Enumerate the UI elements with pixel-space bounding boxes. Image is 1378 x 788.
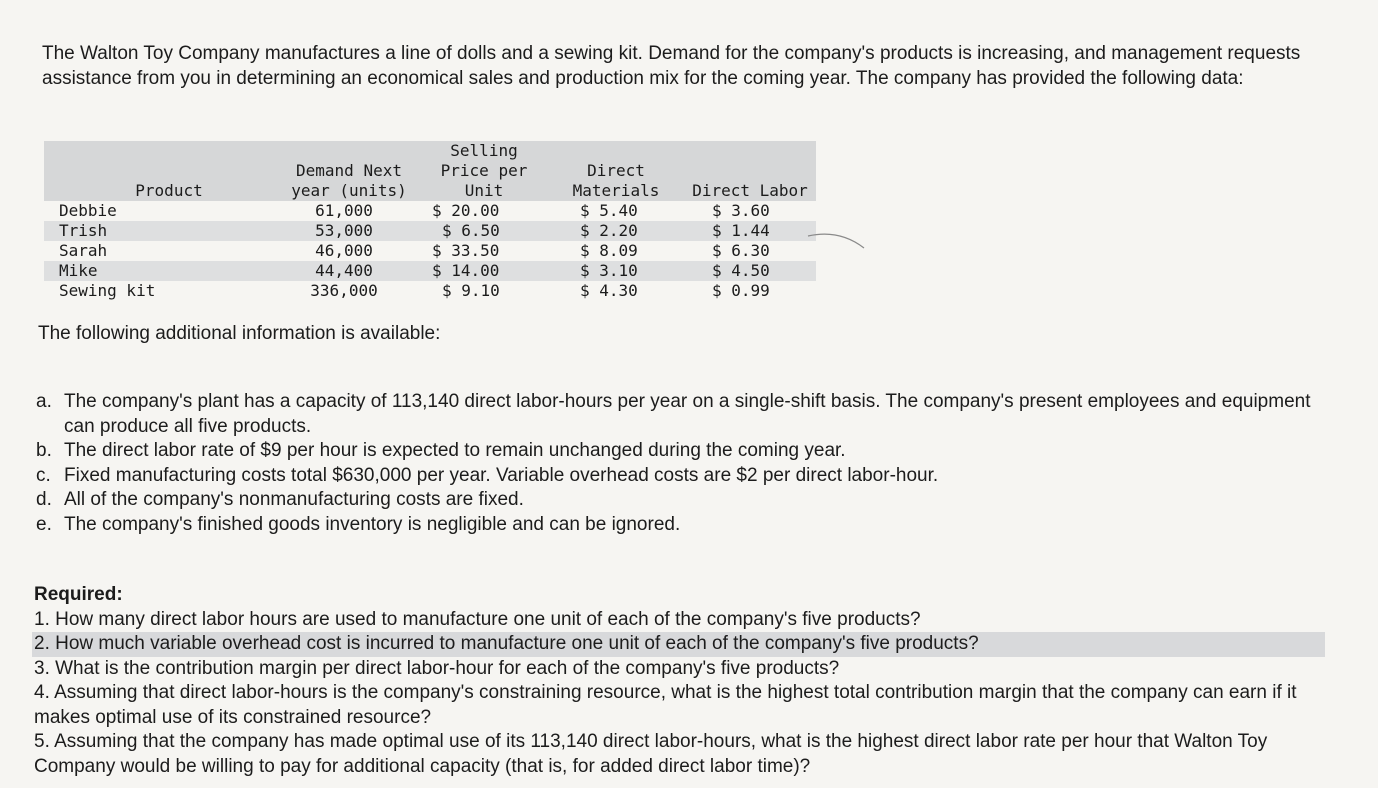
cell-price: $ 6.50 <box>442 221 500 240</box>
list-item-text: All of the company's nonmanufacturing costs are fixed. <box>64 489 524 510</box>
cell-demand: 53,000 <box>315 221 373 240</box>
header-demand-line2: year (units) <box>291 181 407 200</box>
product-data-table <box>44 141 816 301</box>
question-4: 4. Assuming that direct labor-hours is the company's constraining resource, what is the highest total contribution margin that the company can earn if it makes optimal use of its constrained resource? <box>34 682 1297 728</box>
cell-direct-labor: $ 3.60 <box>712 201 770 220</box>
cell-price: $ 20.00 <box>432 201 500 220</box>
additional-info-heading: The following additional information is available: <box>38 323 441 344</box>
list-marker: b. <box>36 440 52 461</box>
cell-demand: 46,000 <box>315 241 373 260</box>
cell-product: Sewing kit <box>59 281 156 300</box>
list-item-text: The company's finished goods inventory is negligible and can be ignored. <box>64 513 681 535</box>
list-item <box>36 488 1336 513</box>
table-row <box>44 281 816 301</box>
list-item-text: Fixed manufacturing costs total $630,000 per year. Variable overhead costs are $2 per direct labor-hour. <box>64 464 939 486</box>
list-item <box>36 390 1336 439</box>
list-marker: e. <box>36 513 52 535</box>
cell-demand: 336,000 <box>310 281 378 300</box>
header-demand-line1: Demand Next <box>296 161 402 180</box>
header-product-label: Product <box>135 181 203 200</box>
question-3: 3. What is the contribution margin per direct labor-hour for each of the company's five products? <box>34 657 840 679</box>
cell-demand: 61,000 <box>315 201 373 220</box>
list-item-text: The company's plant has a capacity of 113,140 direct labor-hours per year on a single-shift basis. The company's present employees and equipment can produce all five products. <box>64 391 1311 437</box>
list-item <box>36 439 1336 464</box>
header-price-line3: Unit <box>464 181 504 200</box>
list-marker: c. <box>36 464 51 486</box>
question-5: 5. Assuming that the company has made optimal use of its 113,140 direct labor-hours, what is the highest direct labor rate per hour that Walton Toy Company would be willing to pay for additional capacity (that is, for added direct labor time)? <box>34 731 1268 777</box>
cell-price: $ 14.00 <box>432 261 500 280</box>
list-item-text: The direct labor rate of $9 per hour is expected to remain unchanged during the coming year. <box>64 440 846 461</box>
header-direct-labor <box>684 141 816 201</box>
table-row <box>44 261 816 281</box>
header-direct-materials <box>566 141 666 201</box>
list-item <box>36 513 1336 538</box>
header-price-line2: Price per <box>440 161 528 180</box>
list-marker: d. <box>36 489 52 510</box>
list-marker: a. <box>36 391 52 412</box>
cell-price: $ 9.10 <box>442 281 500 300</box>
header-demand <box>284 141 414 201</box>
header-dm-line2: Materials <box>572 181 660 200</box>
cell-direct-materials: $ 8.09 <box>580 241 638 260</box>
pen-stroke-mark <box>806 226 868 256</box>
cell-direct-labor: $ 6.30 <box>712 241 770 260</box>
cell-direct-materials: $ 3.10 <box>580 261 638 280</box>
header-dl-line1: Direct Labor <box>692 181 808 200</box>
required-section <box>34 583 1334 779</box>
header-price <box>434 141 534 201</box>
question-1: 1. How many direct labor hours are used to manufacture one unit of each of the company's five products? <box>34 608 921 630</box>
cell-product: Sarah <box>59 241 108 260</box>
table-row <box>44 201 816 221</box>
additional-info-list <box>36 390 1336 537</box>
cell-product: Trish <box>59 221 108 240</box>
cell-direct-labor: $ 0.99 <box>712 281 770 300</box>
question-2: 2. How much variable overhead cost is incurred to manufacture one unit of each of the company's five products? <box>32 632 1325 657</box>
intro-paragraph: The Walton Toy Company manufactures a line of dolls and a sewing kit. Demand for the company's products is increasing, and management requests assistance from you in determining an economical sales and production mix for the coming year. The company has provided the following data: <box>42 43 1301 89</box>
cell-product: Mike <box>59 261 98 280</box>
cell-direct-labor: $ 4.50 <box>712 261 770 280</box>
header-product <box>114 141 224 201</box>
table-row <box>44 221 816 241</box>
cell-direct-labor: $ 1.44 <box>712 221 770 240</box>
header-price-line1: Selling <box>450 141 518 160</box>
table-header <box>44 141 816 201</box>
required-title: Required: <box>34 584 123 605</box>
cell-product: Debbie <box>59 201 117 220</box>
list-item <box>36 464 1336 489</box>
cell-direct-materials: $ 4.30 <box>580 281 638 300</box>
cell-direct-materials: $ 2.20 <box>580 221 638 240</box>
cell-price: $ 33.50 <box>432 241 500 260</box>
cell-demand: 44,400 <box>315 261 373 280</box>
cell-direct-materials: $ 5.40 <box>580 201 638 220</box>
table-row <box>44 241 816 261</box>
header-dm-line1: Direct <box>587 161 645 180</box>
